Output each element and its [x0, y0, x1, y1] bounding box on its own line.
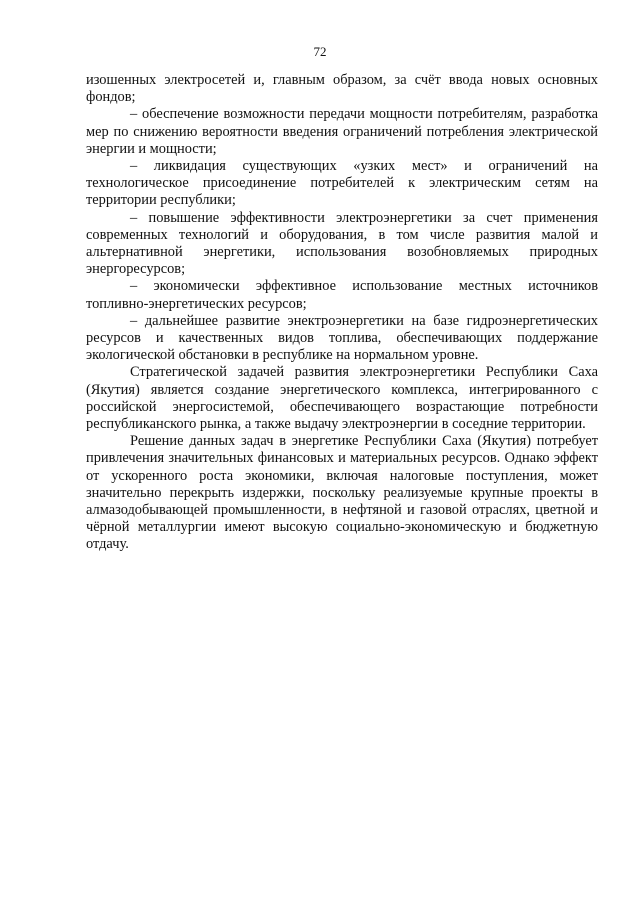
- list-item-local-fuel: – экономически эффективное использование местных источников топливно-энергетических ресурсов;: [86, 278, 598, 312]
- list-item-power-transfer: – обеспечение возможности передачи мощности потребителям, разработка мер по снижению вероятности введения ограничений потребления электрической энергии и мощности;: [86, 106, 598, 157]
- list-item-hydro-development: – дальнейшее развитие энектроэнергетики на базе гидроэнергетических ресурсов и качественных видов топлива, обеспечивающих поддержание экологической обстановки в республике на нормальном уровне.: [86, 312, 598, 364]
- document-body: [86, 72, 598, 554]
- paragraph-financing: Решение данных задач в энергетике Республики Саха (Якутия) потребует привлечения значительных финансовых и материальных ресурсов. Однако эффект от ускоренного роста экономики, включая налоговые поступления, может значительно перекрыть издержки, поскольку реализуемые крупные проекты в алмазодобывающей промышленности, в нефтяной и газовой отраслях, цветной и чёрной металлургии имеют высокую социально-экономическую и бюджетную отдачу.: [86, 433, 598, 553]
- paragraph-strategic-task: Стратегической задачей развития электроэнергетики Республики Саха (Якутия) является создание энергетического комплекса, интегрированного с российской энергосистемой, обеспечивающего возрастающие потребности республиканского рынка, а также выдачу электроэнергии в соседние территории.: [86, 364, 598, 433]
- page-number: 72: [313, 44, 327, 59]
- paragraph-continuation: изошенных электросетей и, главным образом, за счёт ввода новых основных фондов;: [86, 72, 598, 106]
- list-item-bottlenecks: – ликвидация существующих «узких мест» и ограничений на технологическое присоединение потребителей к электрическим сетям на территории республики;: [86, 158, 598, 209]
- list-item-efficiency: – повышение эффективности электроэнергетики за счет применения современных технологий и оборудования, в том числе развития малой и альтернативной энергетики, использования возобновляемых природных энергоресурсов;: [86, 209, 598, 278]
